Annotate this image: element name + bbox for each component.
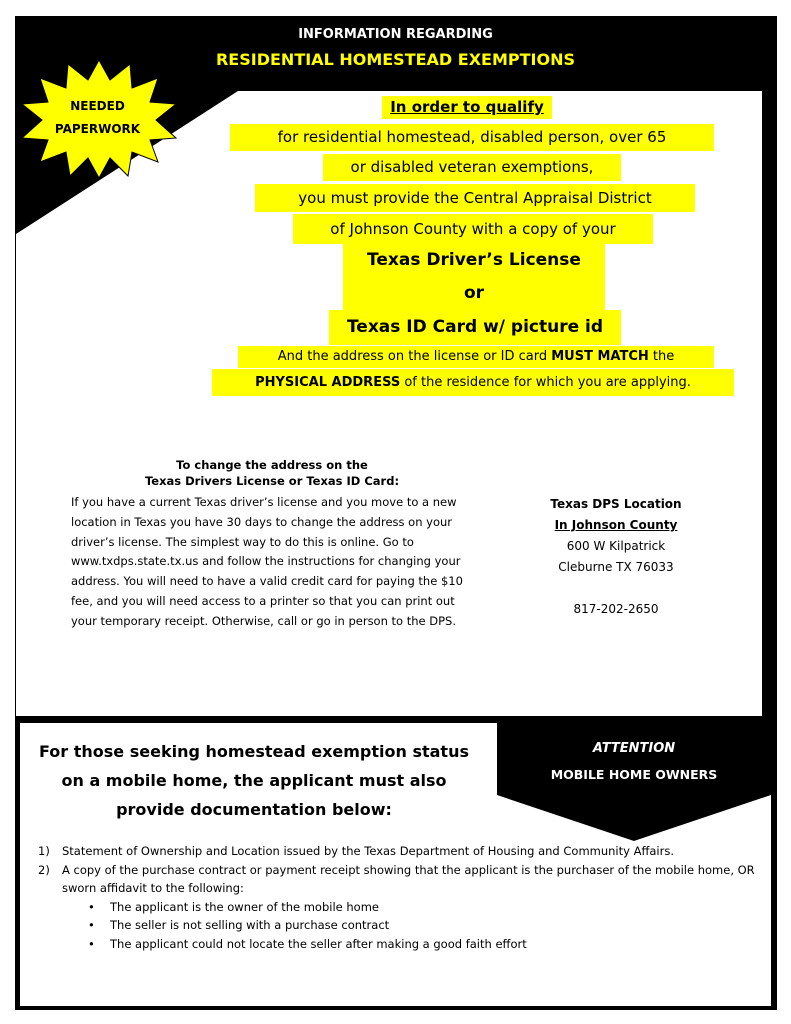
dps-phone: 817-202-2650 <box>573 602 659 616</box>
list-item <box>38 842 763 861</box>
or-text: or <box>343 276 605 310</box>
requirements-list <box>38 842 763 953</box>
mobile-lead-line-1: For those seeking homestead exemption status <box>39 742 469 761</box>
bullet-item <box>38 935 763 954</box>
badge-line-1: NEEDED <box>70 99 125 113</box>
header-line-2: RESIDENTIAL HOMESTEAD EXEMPTIONS <box>215 50 575 69</box>
mobile-lead-line-3: provide documentation below: <box>116 800 392 819</box>
header-line-1: INFORMATION REGARDING <box>298 27 493 42</box>
dps-street: 600 W Kilpatrick <box>566 539 666 553</box>
dps-title: Texas DPS Location <box>550 497 682 511</box>
change-address-title <box>72 457 472 489</box>
list-item <box>38 861 763 898</box>
mobile-home-owners-label: MOBILE HOME OWNERS <box>550 767 718 782</box>
id-card-text: Texas ID Card w/ picture id <box>329 310 621 345</box>
change-address-body: If you have a current Texas driver’s license and you move to a new location in Texas you have 30 days to change the address on your driver’s license. The simplest way to do this is online. Go to www.txdps.state.tx.us and follow the instructions for changing your address. You will need to have a valid credit card for paying the $10 fee, and you will need access to a printer so that you can print out your temporary receipt. Otherwise, call or go in person to the DPS. <box>71 495 463 628</box>
badge-line-2: PAPERWORK <box>54 122 141 136</box>
bullet-item <box>38 898 763 917</box>
bullet-icon: • <box>88 918 95 932</box>
match-text-a: And the address on the license or ID card <box>277 349 552 364</box>
list-text: A copy of the purchase contract or payment receipt showing that the applicant is the purchaser of the mobile home, OR sworn affidavit to the following: <box>62 862 755 895</box>
bullet-text: The seller is not selling with a purchase contract <box>110 918 390 932</box>
bullet-text: The applicant is the owner of the mobile home <box>110 899 379 914</box>
physical-address-emphasis: PHYSICAL ADDRESS <box>255 375 401 390</box>
match-text-c: the <box>648 349 675 364</box>
qualify-line-1: for residential homestead, disabled person, over 65 <box>230 124 714 151</box>
bullet-text: The applicant could not locate the seller after making a good faith effort <box>110 936 527 951</box>
qualify-line-3: you must provide the Central Appraisal District <box>255 184 695 212</box>
drivers-license-text: Texas Driver’s License <box>343 244 605 276</box>
mobile-lead-line-2: on a mobile home, the applicant must also <box>61 771 447 790</box>
list-number: 1) <box>38 844 50 858</box>
change-title-line-1: To change the address on the <box>176 458 368 472</box>
mobile-home-lead <box>30 737 478 824</box>
list-number: 2) <box>38 862 50 877</box>
qualify-line-2: or disabled veteran exemptions, <box>323 154 621 181</box>
change-title-line-2: Texas Drivers License or Texas ID Card: <box>144 474 400 488</box>
match-line-1 <box>238 346 714 368</box>
qualify-heading: In order to qualify <box>382 96 552 119</box>
match-text-e: of the residence for which you are applying. <box>400 375 691 390</box>
needed-paperwork-badge <box>40 95 155 141</box>
bullet-icon: • <box>88 936 95 951</box>
qualify-line-4: of Johnson County with a copy of your <box>293 214 653 244</box>
match-line-2 <box>212 369 734 396</box>
bullet-item <box>38 916 763 935</box>
dps-location <box>526 494 706 620</box>
match-emphasis: MUST MATCH <box>551 349 649 364</box>
list-text: Statement of Ownership and Location issued by the Texas Department of Housing and Community Affairs. <box>62 844 675 858</box>
dps-subtitle: In Johnson County <box>554 518 678 532</box>
dps-city: Cleburne TX 76033 <box>558 560 674 574</box>
attention-label: ATTENTION <box>592 741 676 756</box>
bullet-icon: • <box>88 899 95 914</box>
